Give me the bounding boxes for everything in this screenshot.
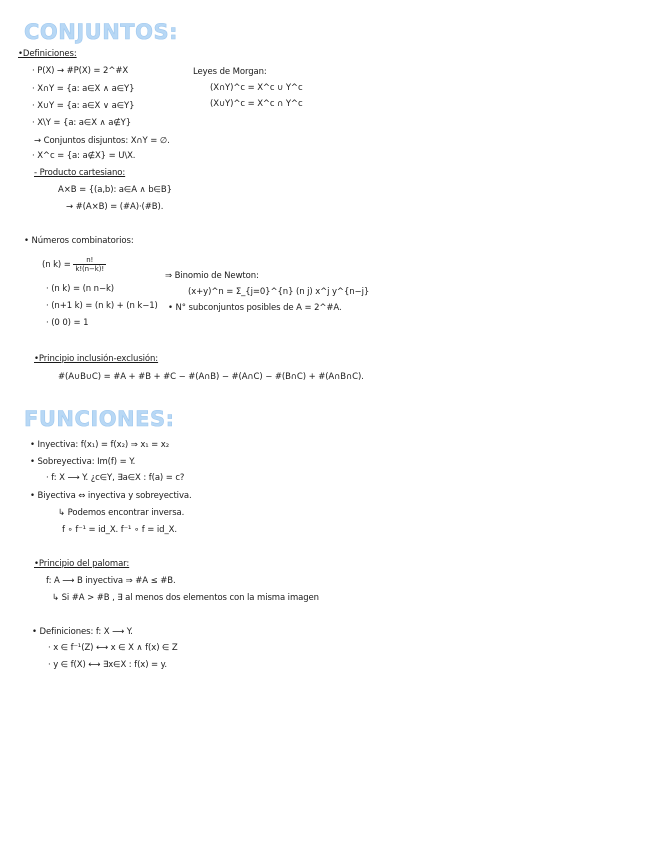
line-intersection: · X∩Y = {a: a∈X ∧ a∈Y}: [32, 84, 135, 94]
inyectiva-def: • Inyectiva: f(x₁) = f(x₂) ⇒ x₁ = x₂: [30, 440, 170, 450]
palomar-label: •Principio del palomar:: [34, 559, 130, 569]
de-morgan-law-2: (X∪Y)^c = X^c ∩ Y^c: [210, 99, 303, 109]
newton-formula: (x+y)^n = Σ_{j=0}^{n} (n j) x^j y^{n−j}: [188, 287, 370, 297]
combinatorio-definition: [42, 256, 106, 273]
combinatorio-prop-1: · (n k) = (n n−k): [46, 284, 115, 294]
line-cartesian-card: → #(A×B) = (#A)·(#B).: [66, 202, 164, 212]
inversa-formula: f ∘ f⁻¹ = id_X. f⁻¹ ∘ f = id_X.: [62, 525, 177, 535]
combinatorios-label: • Números combinatorios:: [24, 236, 134, 246]
sobreyectiva-question: · f: X ⟶ Y. ¿c∈Y, ∃a∈X : f(a) = c?: [46, 473, 185, 483]
de-morgan-title: Leyes de Morgan:: [193, 67, 267, 77]
combinatorio-numerator: n!: [73, 256, 106, 265]
image-def: · y ∈ f(X) ⟷ ∃x∈X : f(x) = y.: [48, 660, 167, 670]
biyectiva-def: • Biyectiva ⇔ inyectiva y sobreyectiva.: [30, 491, 192, 501]
funciones-definiciones-label: • Definiciones: f: X ⟶ Y.: [32, 627, 133, 637]
line-union: · X∪Y = {a: a∈X ∨ a∈Y}: [32, 101, 135, 111]
inversa-note: ↳ Podemos encontrar inversa.: [58, 508, 185, 518]
sobreyectiva-def: • Sobreyectiva: Im(f) = Y.: [30, 457, 136, 467]
combinatorio-prop-3: · (0 0) = 1: [46, 318, 89, 328]
line-cartesian-label: - Producto cartesiano:: [34, 168, 126, 178]
heading-funciones: FUNCIONES:: [24, 407, 175, 431]
preimage-def: · x ∈ f⁻¹(Z) ⟷ x ∈ X ∧ f(x) ∈ Z: [48, 643, 178, 653]
combinatorio-lhs: (n k) =: [42, 260, 71, 270]
combinatorio-prop-2: · (n+1 k) = (n k) + (n k−1): [46, 301, 158, 311]
combinatorio-fraction: [73, 256, 106, 273]
line-difference: · X\Y = {a: a∈X ∧ a∉Y}: [32, 118, 132, 128]
subsets-count: • N° subconjuntos posibles de A = 2^#A.: [168, 303, 342, 313]
palomar-statement: f: A ⟶ B inyectiva ⇒ #A ≤ #B.: [46, 576, 176, 586]
newton-title: ⇒ Binomio de Newton:: [165, 271, 259, 281]
heading-conjuntos: CONJUNTOS:: [24, 20, 178, 44]
line-power-set: · P(X) → #P(X) = 2^#X: [32, 66, 129, 76]
line-disjoint: → Conjuntos disjuntos: X∩Y = ∅.: [34, 136, 170, 146]
palomar-consequence: ↳ Si #A > #B , ∃ al menos dos elementos con la misma imagen: [52, 593, 319, 603]
inclusion-exclusion-label: •Principio inclusión-exclusión:: [34, 354, 159, 364]
line-complement: · X^c = {a: a∉X} = U\X.: [32, 151, 136, 161]
de-morgan-law-1: (X∩Y)^c = X^c ∪ Y^c: [210, 83, 303, 93]
combinatorio-denominator: k!(n−k)!: [75, 265, 105, 273]
inclusion-exclusion-formula: #(A∪B∪C) = #A + #B + #C − #(A∩B) − #(A∩C) − #(B∩C) + #(A∩B∩C).: [58, 372, 364, 382]
definiciones-label: •Definiciones:: [18, 49, 77, 59]
line-cartesian-def: A×B = {(a,b): a∈A ∧ b∈B}: [58, 185, 172, 195]
